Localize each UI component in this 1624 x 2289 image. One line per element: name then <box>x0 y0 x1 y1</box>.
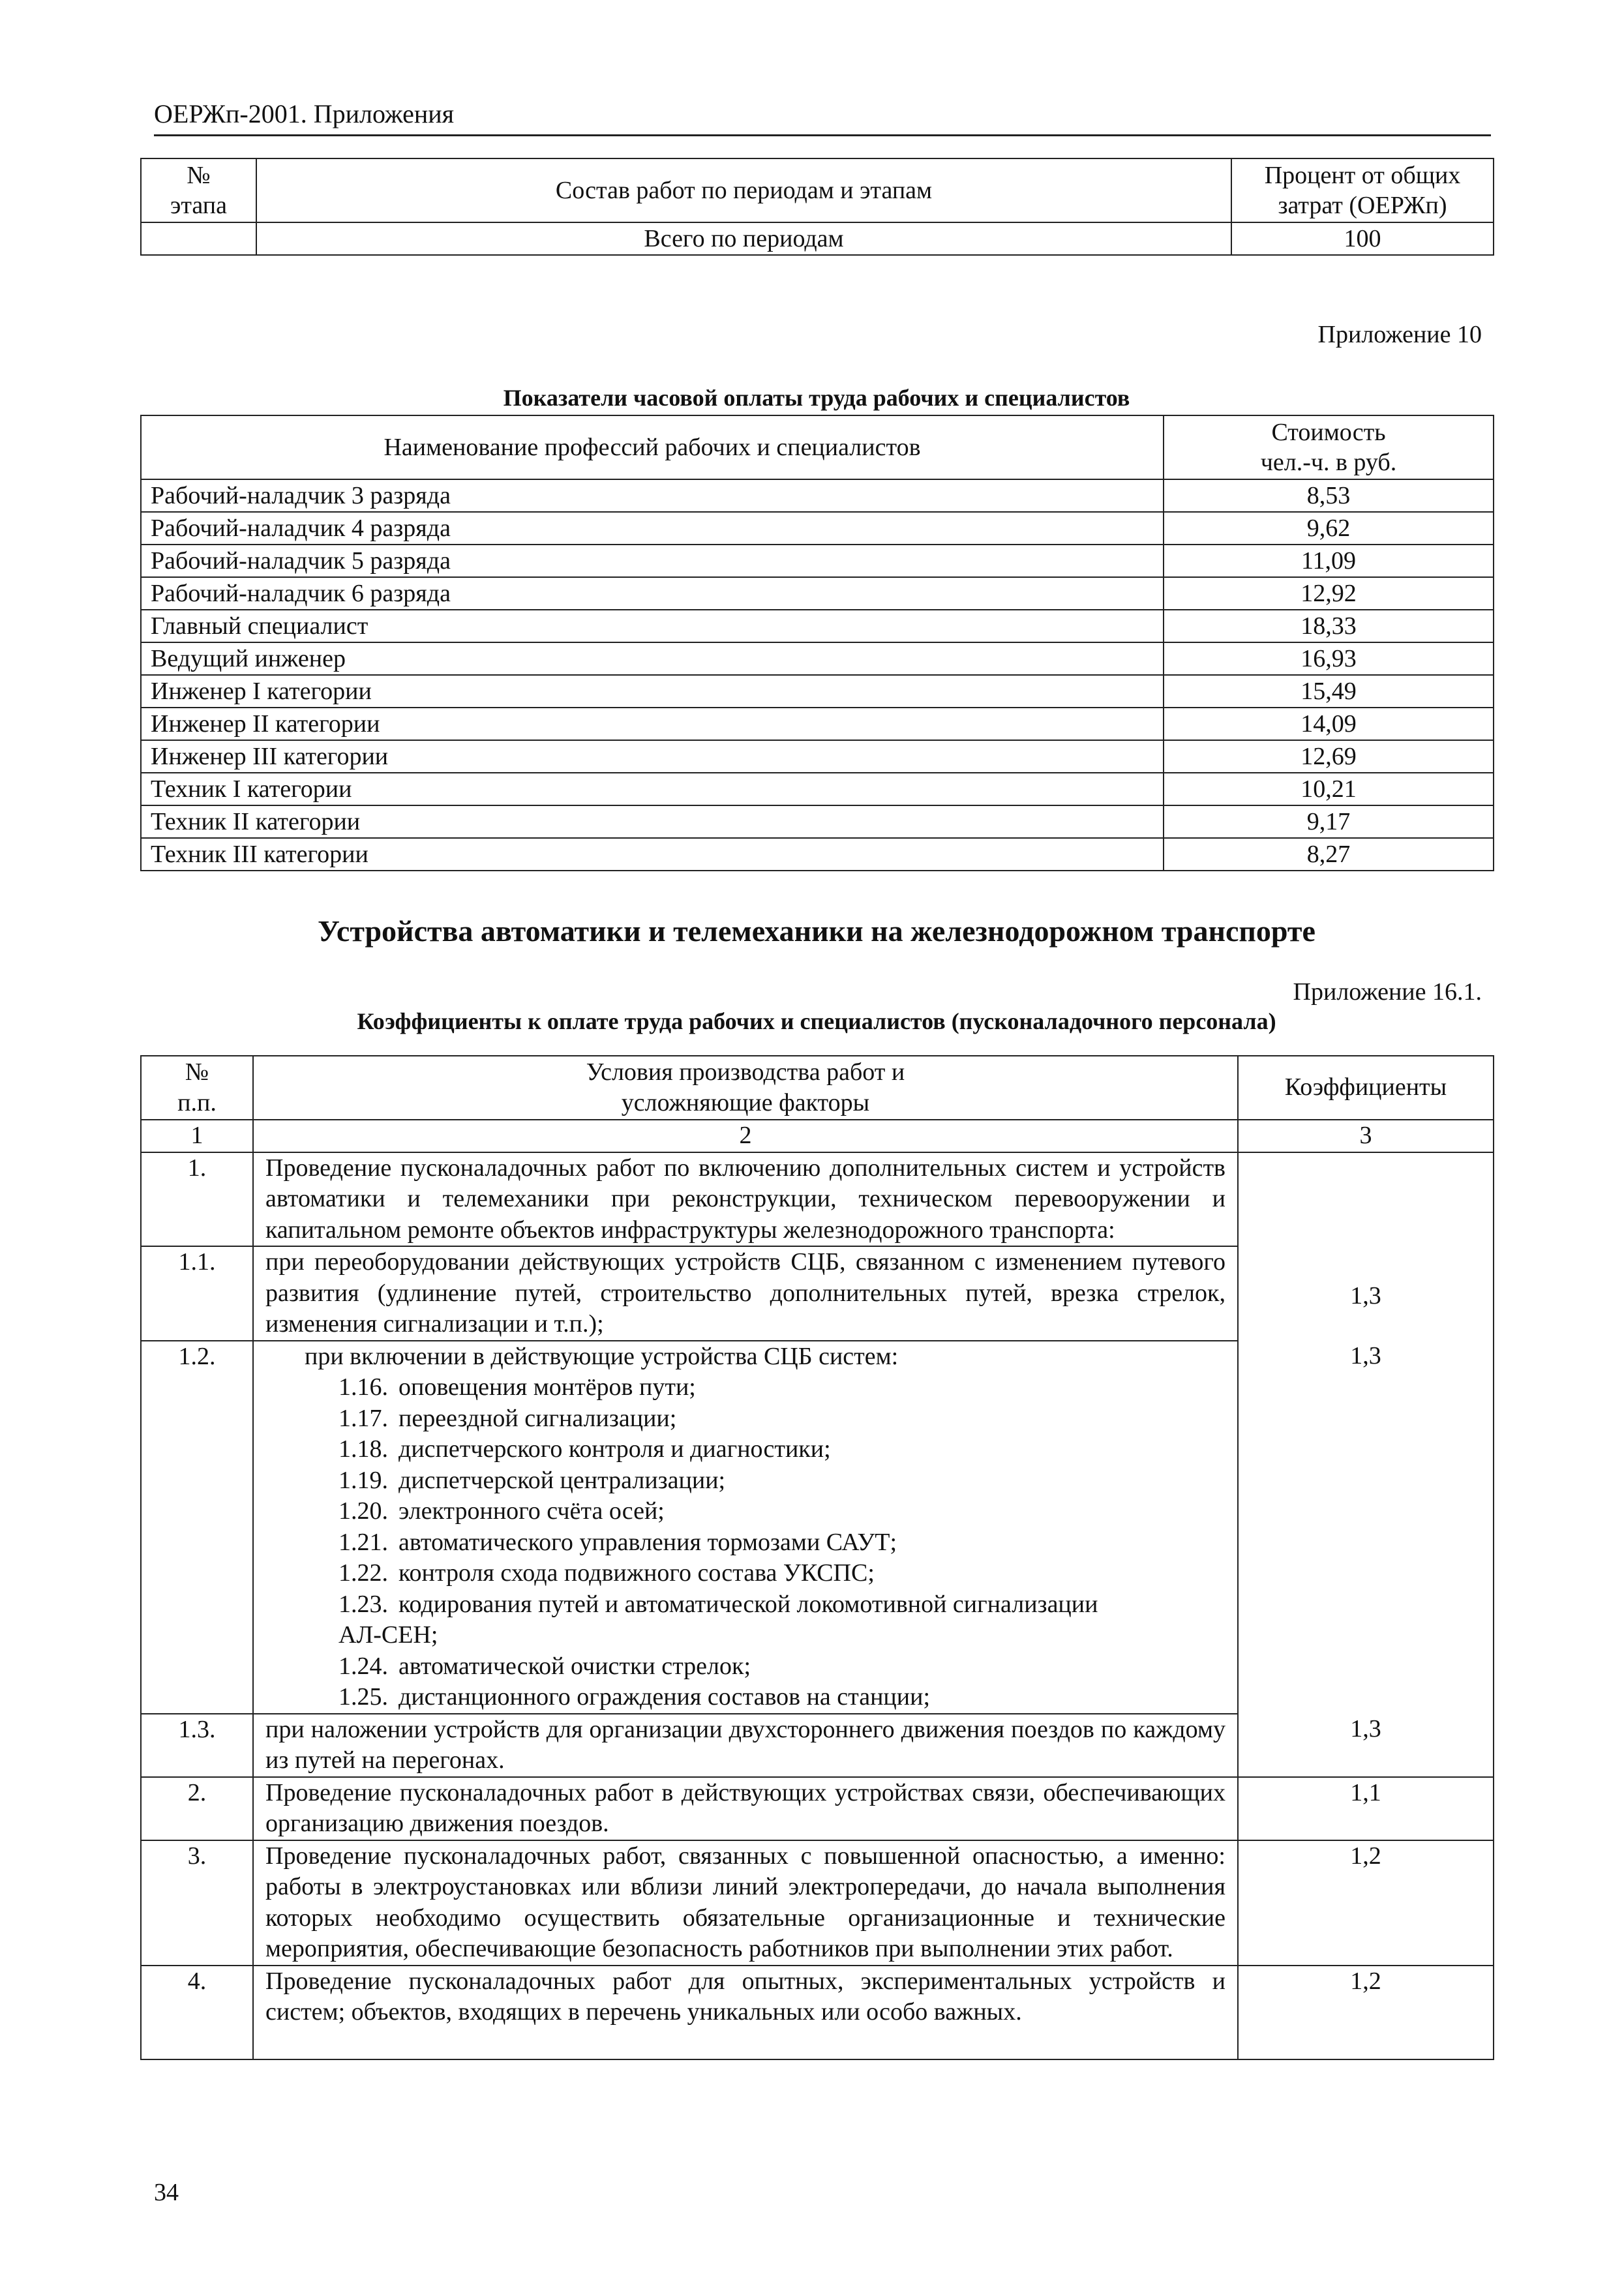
list-item-number: 1.23. <box>338 1590 388 1618</box>
list-item-text: автоматического управления тормозами САУТ; <box>398 1528 897 1556</box>
table-row-1-2 <box>141 1341 1494 1714</box>
list-item <box>254 1372 1237 1403</box>
hourly-rates-table <box>140 415 1494 871</box>
profession-name: Рабочий-наладчик 5 разряда <box>141 545 1164 577</box>
table-row <box>141 740 1494 773</box>
table-header-row <box>141 1056 1494 1120</box>
list-item-number: 1.22. <box>338 1559 388 1587</box>
profession-name: Рабочий-наладчик 3 разряда <box>141 479 1164 512</box>
column-index-2: 2 <box>253 1120 1238 1152</box>
profession-name: Рабочий-наладчик 4 разряда <box>141 512 1164 545</box>
list-item <box>254 1620 1237 1651</box>
table-row <box>141 577 1494 610</box>
hourly-cost: 12,69 <box>1164 740 1494 773</box>
column-header-profession: Наименование профессий рабочих и специалистов <box>141 415 1164 479</box>
row-text: Проведение пусконаладочных работ для опытных, экспериментальных устройств и систем; объектов, входящих в перечень уникальных или особо важных. <box>253 1966 1238 2059</box>
row-coefficient: 1,3 <box>1238 1152 1494 1341</box>
coefficients-table <box>140 1055 1494 2060</box>
row-number: 1.2. <box>141 1341 253 1714</box>
list-item-text: дистанционного ограждения составов на станции; <box>398 1683 930 1711</box>
hourly-cost: 8,27 <box>1164 838 1494 871</box>
list-item <box>254 1496 1237 1527</box>
hourly-cost: 11,09 <box>1164 545 1494 577</box>
column-header-conditions: Условия производства работ и усложняющие факторы <box>253 1056 1238 1120</box>
column-header-stage: № этапа <box>141 158 256 222</box>
hourly-cost: 9,17 <box>1164 805 1494 838</box>
list-item-text: диспетчерского контроля и диагностики; <box>398 1435 831 1463</box>
list-item <box>254 1651 1237 1683</box>
table-row-4 <box>141 1966 1494 2059</box>
row-text: при переоборудовании действующих устройств СЦБ, связанном с изменением путевого развития (удлинение путей, строительство дополнительных путей, врезка стрелок, изменения сигнализации и т.п.); <box>253 1246 1238 1341</box>
list-item-number: 1.24. <box>338 1652 388 1680</box>
list-item <box>254 1558 1237 1589</box>
table-row-total <box>141 222 1494 255</box>
row-coefficient: 1,3 <box>1238 1341 1494 1714</box>
table-row-3 <box>141 1840 1494 1966</box>
table-row <box>141 642 1494 675</box>
profession-name: Инженер I категории <box>141 675 1164 708</box>
column-header-cost: Стоимость чел.-ч. в руб. <box>1164 415 1494 479</box>
table-row-1 <box>141 1152 1494 1247</box>
profession-name: Инженер III категории <box>141 740 1164 773</box>
list-item-text: автоматической очистки стрелок; <box>398 1652 751 1680</box>
list-item <box>254 1682 1237 1713</box>
hourly-cost: 15,49 <box>1164 675 1494 708</box>
list-item-number: 1.21. <box>338 1528 388 1556</box>
row-coefficient: 1,1 <box>1238 1777 1494 1840</box>
row-coefficient: 1,2 <box>1238 1966 1494 2059</box>
list-item-text: электронного счёта осей; <box>398 1497 665 1525</box>
table-row <box>141 545 1494 577</box>
hourly-cost: 10,21 <box>1164 773 1494 805</box>
column-index-row <box>141 1120 1494 1152</box>
running-header: ОЕРЖп-2001. Приложения <box>154 98 1491 136</box>
column-index-3: 3 <box>1238 1120 1494 1152</box>
table-row <box>141 479 1494 512</box>
profession-name: Инженер II категории <box>141 708 1164 740</box>
profession-name: Техник III категории <box>141 838 1164 871</box>
profession-name: Техник I категории <box>141 773 1164 805</box>
profession-name: Техник II категории <box>141 805 1164 838</box>
row-text: Проведение пусконаладочных работ по включению дополнительных систем и устройств автоматики и телемеханики при реконструкции, техническом перевооружении и капитальном ремонте объектов инфраструктуры железнодорожного транспорта: <box>253 1152 1238 1247</box>
row-number: 1.1. <box>141 1246 253 1341</box>
table-row <box>141 610 1494 642</box>
column-header-coefficients: Коэффициенты <box>1238 1056 1494 1120</box>
list-item-text: АЛ-СЕН; <box>338 1621 438 1649</box>
row-coefficient: 1,3 <box>1238 1714 1494 1777</box>
profession-name: Рабочий-наладчик 6 разряда <box>141 577 1164 610</box>
list-item-text: оповещения монтёров пути; <box>398 1373 696 1401</box>
table-row <box>141 675 1494 708</box>
list-item <box>254 1527 1237 1559</box>
row-number: 3. <box>141 1840 253 1966</box>
row-text: при наложении устройств для организации двухстороннего движения поездов по каждому из путей на перегонах. <box>253 1714 1238 1777</box>
appendix-10-caption: Показатели часовой оплаты труда рабочих и специалистов <box>503 385 1130 411</box>
appendix-16-caption: Коэффициенты к оплате труда рабочих и специалистов (пусконаладочного персонала) <box>357 1008 1276 1034</box>
list-item-number: 1.17. <box>338 1404 388 1432</box>
profession-name: Главный специалист <box>141 610 1164 642</box>
list-item-text: кодирования путей и автоматической локомотивной сигнализации <box>398 1590 1098 1618</box>
column-header-number: № п.п. <box>141 1056 253 1120</box>
profession-name: Ведущий инженер <box>141 642 1164 675</box>
hourly-cost: 16,93 <box>1164 642 1494 675</box>
row-text: Проведение пусконаладочных работ, связанных с повышенной опасностью, а именно: работы в электроустановках или вблизи линий электропередачи, до начала выполнения которых необходимо осуществить обязательные организационные и технические мероприятия, обеспечивающие безопасность работников при выполнении этих работ. <box>253 1840 1238 1966</box>
row-number: 4. <box>141 1966 253 2059</box>
page-number: 34 <box>154 2179 179 2206</box>
total-label: Всего по периодам <box>256 222 1231 255</box>
list-item-number: 1.20. <box>338 1497 388 1525</box>
hourly-cost: 12,92 <box>1164 577 1494 610</box>
list-item <box>254 1403 1237 1435</box>
hourly-cost: 8,53 <box>1164 479 1494 512</box>
hourly-cost: 14,09 <box>1164 708 1494 740</box>
row-number: 1. <box>141 1152 253 1247</box>
hourly-rates-body <box>141 479 1494 871</box>
table-row <box>141 838 1494 871</box>
list-item-text: диспетчерской централизации; <box>398 1466 726 1494</box>
empty-cell <box>141 222 256 255</box>
list-item-number: 1.19. <box>338 1466 388 1494</box>
list-item <box>254 1589 1237 1621</box>
table-row <box>141 512 1494 545</box>
list-item-number: 1.16. <box>338 1373 388 1401</box>
list-item <box>254 1465 1237 1497</box>
hourly-cost: 18,33 <box>1164 610 1494 642</box>
table-row <box>141 708 1494 740</box>
column-index-1: 1 <box>141 1120 253 1152</box>
list-item-text: переездной сигнализации; <box>398 1404 677 1432</box>
hourly-cost: 9,62 <box>1164 512 1494 545</box>
row-text: при включении в действующие устройства СЦБ систем: <box>305 1342 899 1370</box>
row-number: 2. <box>141 1777 253 1840</box>
table-row <box>141 805 1494 838</box>
table-row <box>141 773 1494 805</box>
table-header-row <box>141 158 1494 222</box>
system-list <box>254 1372 1237 1713</box>
row-text: Проведение пусконаладочных работ в действующих устройствах связи, обеспечивающих организацию движения поездов. <box>253 1777 1238 1840</box>
appendix-16-label: Приложение 16.1. <box>1293 978 1482 1006</box>
list-item-number: 1.18. <box>338 1435 388 1463</box>
table-row-1-3 <box>141 1714 1494 1777</box>
table-header-row <box>141 415 1494 479</box>
column-header-work: Состав работ по периодам и этапам <box>256 158 1231 222</box>
stages-table <box>140 158 1494 256</box>
total-value: 100 <box>1231 222 1494 255</box>
row-number: 1.3. <box>141 1714 253 1777</box>
section-title: Устройства автоматики и телемеханики на железнодорожном транспорте <box>318 914 1316 948</box>
row-text-block <box>253 1341 1238 1714</box>
column-header-percent: Процент от общих затрат (ОЕРЖп) <box>1231 158 1494 222</box>
appendix-10-label: Приложение 10 <box>1317 321 1482 348</box>
row-coefficient: 1,2 <box>1238 1840 1494 1966</box>
table-row-2 <box>141 1777 1494 1840</box>
list-item <box>254 1434 1237 1465</box>
list-item-text: контроля схода подвижного состава УКСПС; <box>398 1559 875 1587</box>
list-item-number: 1.25. <box>338 1683 388 1711</box>
